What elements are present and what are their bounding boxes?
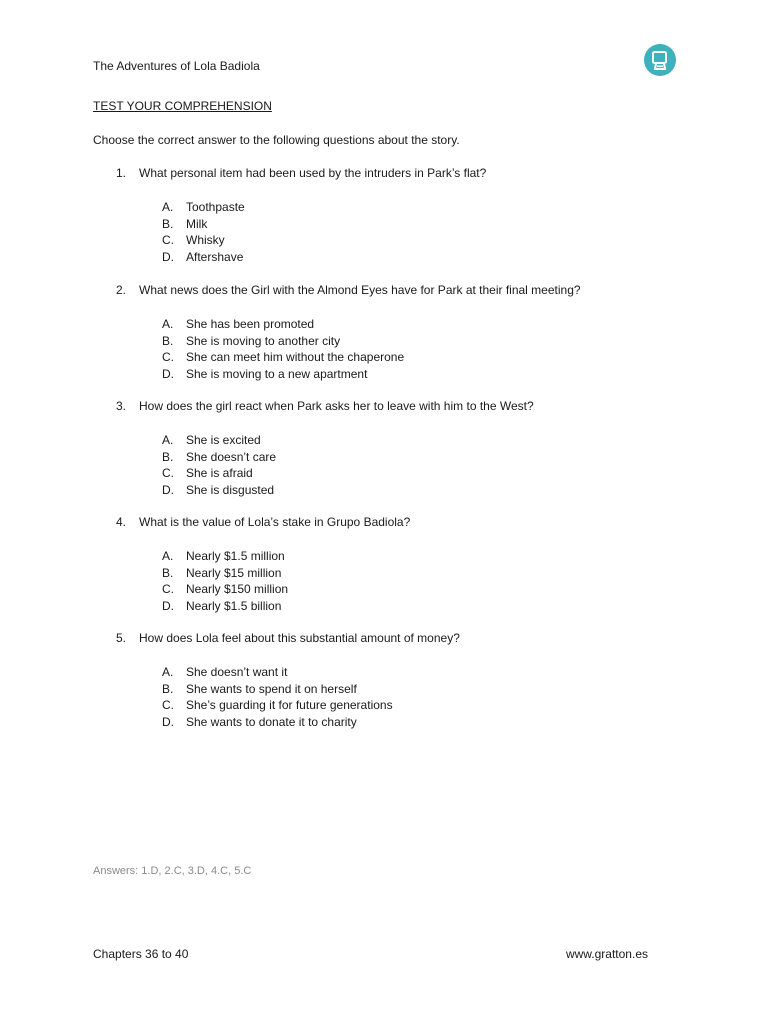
option-a — [162, 548, 288, 565]
gratton-logo-icon — [644, 44, 676, 76]
option-c — [162, 232, 245, 249]
option-letter: A. — [162, 549, 174, 563]
footer-website-link[interactable]: www.gratton.es — [565, 947, 648, 961]
option-d — [162, 598, 288, 615]
instructions: Choose the correct answer to the following questions about the story. — [93, 133, 460, 147]
question-number: 1. — [116, 166, 127, 180]
option-letter: D. — [162, 599, 174, 614]
section-title: TEST YOUR COMPREHENSION — [93, 99, 272, 113]
option-a — [162, 432, 276, 449]
option-b — [162, 449, 276, 466]
question-text: What news does the Girl with the Almond Eyes have for Park at their final meeting? — [139, 283, 581, 297]
option-letter: B. — [162, 216, 174, 231]
option-d — [162, 482, 276, 499]
option-letter: A. — [162, 433, 174, 447]
option-d — [162, 249, 245, 266]
option-c — [162, 465, 276, 482]
option-letter: A. — [162, 317, 174, 331]
question-number: 4. — [116, 515, 127, 529]
option-text: She’s guarding it for future generations — [186, 698, 393, 713]
option-text: Nearly $1.5 billion — [186, 599, 282, 614]
option-d — [162, 366, 404, 383]
options-list — [162, 664, 393, 731]
option-text: She can meet him without the chaperone — [186, 350, 405, 365]
document-title: The Adventures of Lola Badiola — [93, 59, 260, 73]
options-list — [162, 199, 245, 266]
option-letter: D. — [162, 250, 174, 265]
question-text: How does Lola feel about this substantial amount of money? — [139, 631, 460, 645]
option-letter: B. — [162, 565, 174, 580]
option-text: She wants to donate it to charity — [186, 715, 357, 730]
footer-chapters: Chapters 36 to 40 — [93, 947, 189, 961]
question-text: What is the value of Lola’s stake in Grupo Badiola? — [139, 515, 411, 529]
question-number: 3. — [116, 399, 127, 413]
option-b — [162, 333, 404, 350]
option-letter: C. — [162, 582, 174, 597]
options-list — [162, 548, 288, 615]
option-text: She doesn’t want it — [186, 665, 288, 679]
option-letter: C. — [162, 466, 174, 481]
option-a — [162, 664, 393, 681]
option-text: She wants to spend it on herself — [186, 681, 357, 696]
option-letter: C. — [162, 350, 174, 365]
option-text: Milk — [186, 216, 208, 231]
option-c — [162, 697, 393, 714]
option-text: She doesn’t care — [186, 449, 277, 464]
option-text: Whisky — [186, 233, 225, 248]
option-b — [162, 216, 245, 233]
options-list — [162, 432, 276, 499]
option-letter: D. — [162, 715, 174, 730]
options-list — [162, 316, 404, 383]
option-letter: A. — [162, 665, 174, 679]
option-text: She is disgusted — [186, 483, 275, 498]
option-letter: C. — [162, 233, 174, 248]
option-letter: B. — [162, 681, 174, 696]
option-c — [162, 349, 404, 366]
option-letter: B. — [162, 449, 174, 464]
option-text: Toothpaste — [186, 200, 245, 214]
option-c — [162, 581, 288, 598]
option-letter: D. — [162, 367, 174, 382]
option-a — [162, 199, 245, 216]
option-b — [162, 565, 288, 582]
option-text: Nearly $150 million — [186, 582, 289, 597]
option-letter: B. — [162, 333, 174, 348]
option-letter: D. — [162, 483, 174, 498]
option-letter: A. — [162, 200, 174, 214]
option-text: Aftershave — [186, 250, 244, 265]
question-number: 2. — [116, 283, 127, 297]
answer-key: Answers: 1.D, 2.C, 3.D, 4.C, 5.C — [93, 865, 252, 877]
question-text: What personal item had been used by the intruders in Park’s flat? — [139, 166, 487, 180]
option-text: Nearly $1.5 million — [186, 549, 285, 563]
option-text: She is moving to a new apartment — [186, 367, 368, 382]
option-text: She is excited — [186, 433, 261, 447]
option-d — [162, 714, 393, 731]
option-letter: C. — [162, 698, 174, 713]
option-text: She has been promoted — [186, 317, 315, 331]
option-text: Nearly $15 million — [186, 565, 282, 580]
option-text: She is afraid — [186, 466, 253, 481]
option-text: She is moving to another city — [186, 333, 341, 348]
option-a — [162, 316, 404, 333]
option-b — [162, 681, 393, 698]
question-number: 5. — [116, 631, 127, 645]
question-text: How does the girl react when Park asks her to leave with him to the West? — [139, 399, 534, 413]
